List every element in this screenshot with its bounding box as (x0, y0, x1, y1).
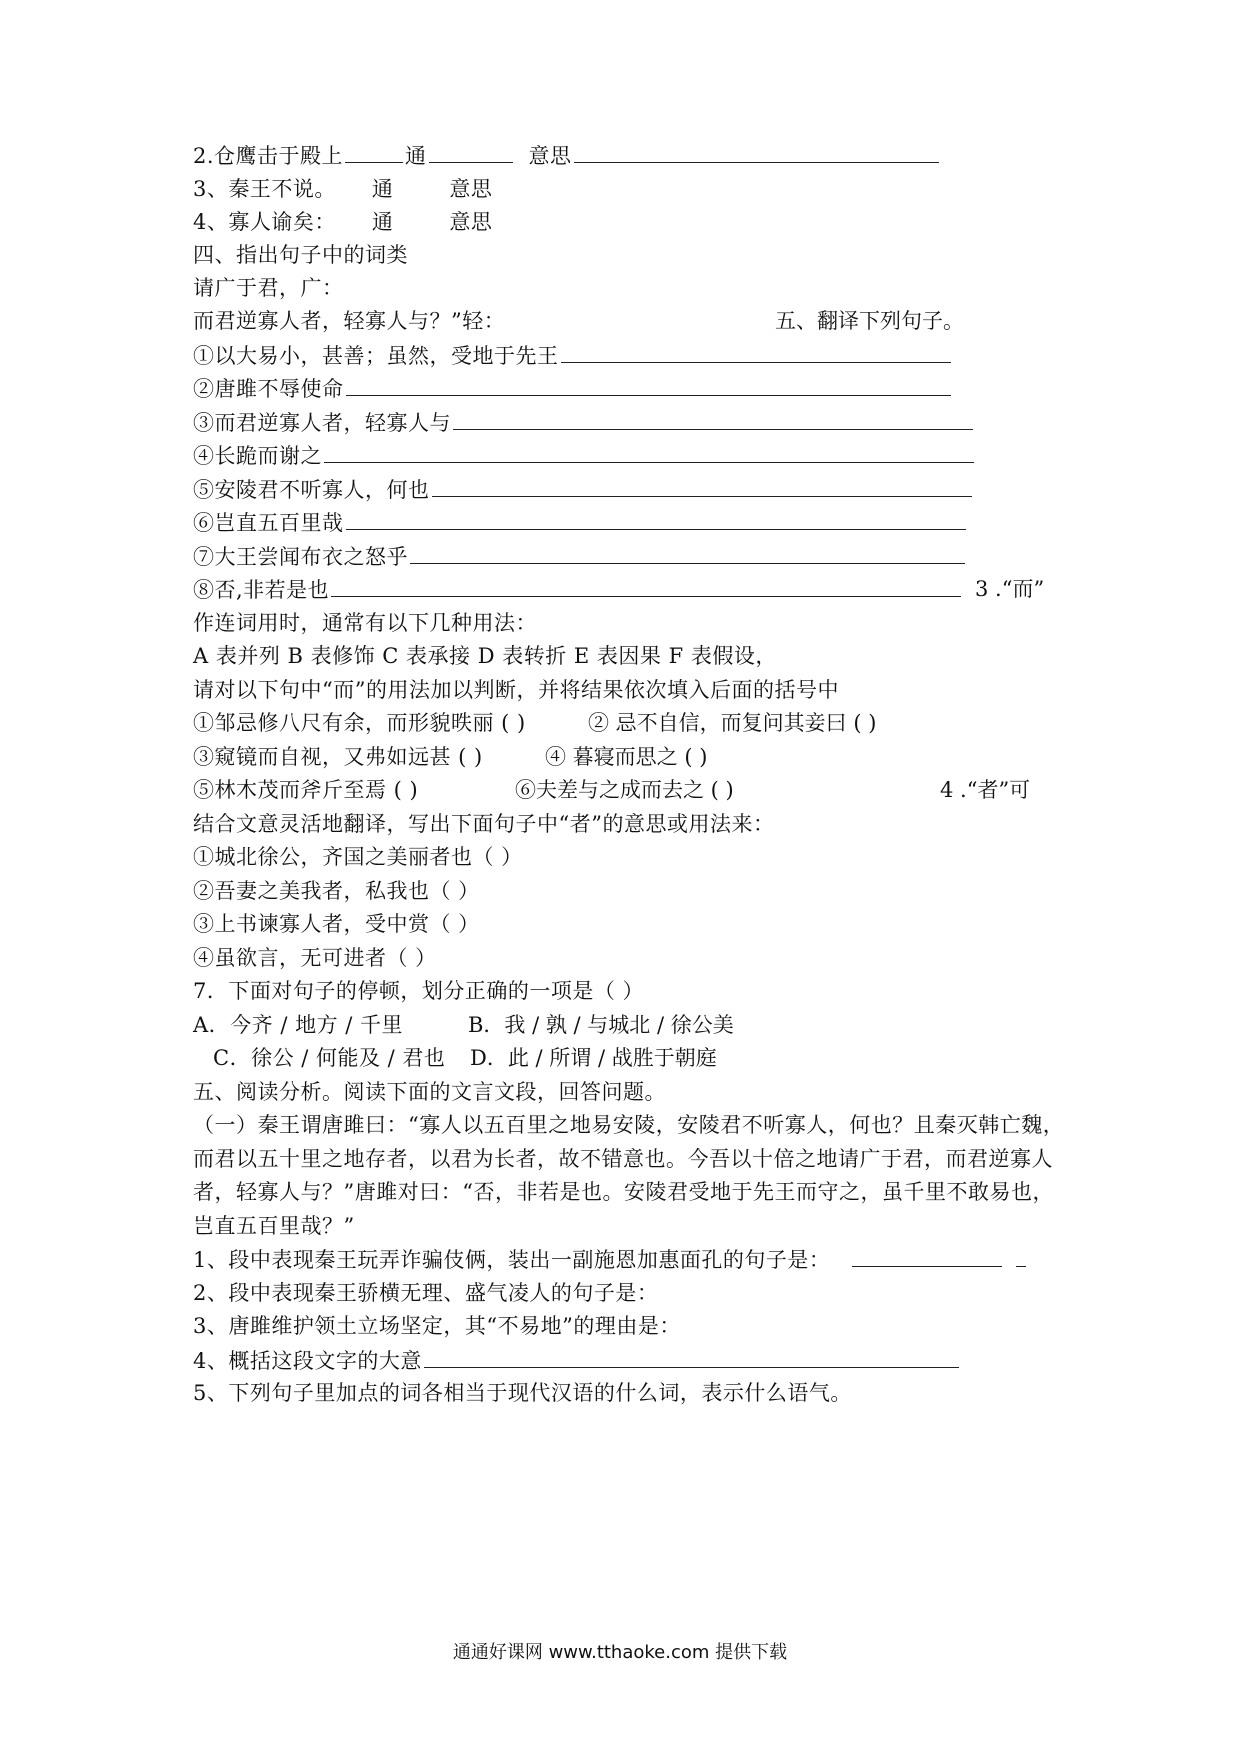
line-18a: ①邹忌修八尺有余，而形貌昳丽 ( ) (193, 711, 526, 735)
question-7: 7．下面对句子的停顿，划分正确的一项是（ ） (193, 979, 645, 1003)
translate-5: ⑤安陵君不听寡人，何也 (193, 474, 974, 505)
blank (453, 407, 973, 430)
line-1: 2.仓鹰击于殿上 通 意思 (193, 140, 941, 171)
line-23: ②吾妻之美我者，私我也（ ） (193, 879, 480, 903)
line-18b: ② 忌不自信，而复问其妾曰 ( ) (588, 711, 877, 735)
line-3: 4、寡人谕矣： 通 意思 (193, 210, 493, 234)
option-a: A．今齐 / 地方 / 千里 (193, 1013, 404, 1037)
reading-q3: 3、唐雎维护领土立场坚定，其“不易地”的理由是： (193, 1314, 681, 1338)
line-2: 3、秦王不说。 通 意思 (193, 177, 493, 201)
blank (410, 541, 965, 564)
question-4-label: 4 .“者”可 (940, 778, 1031, 802)
translate-3: ③而君逆寡人者，轻寡人与 (193, 407, 975, 438)
line-25: ④虽欲言，无可进者（ ） (193, 946, 437, 970)
blank (429, 140, 513, 163)
option-d: D．此 / 所谓 / 战胜于朝庭 (470, 1046, 717, 1070)
line-19a: ③窥镜而自视，又弗如远甚 ( ) (193, 745, 483, 769)
line-17: 请对以下句中“而”的用法加以判断，并将结果依次填入后面的括号中 (193, 678, 839, 702)
footer-credit: 通通好课网 www.tthaoke.com 提供下载 (452, 1642, 788, 1663)
line-19b: ④ 暮寝而思之 ( ) (545, 745, 708, 769)
option-b: B．我 / 孰 / 与城北 / 徐公美 (468, 1013, 734, 1037)
line-5: 请广于君，广： (193, 276, 344, 300)
reading-q5: 5、下列句子里加点的词各相当于现代汉语的什么词，表示什么语气。 (193, 1381, 852, 1405)
blank (346, 373, 951, 396)
line-15: 作连词用时，通常有以下几种用法： (193, 611, 537, 635)
blank (561, 340, 951, 363)
translate-8: ⑧否,非若是也 (193, 574, 963, 605)
section-4-heading: 四、指出句子中的词类 (193, 243, 408, 267)
blank (324, 440, 974, 463)
line-20b: ⑥夫差与之成而去之 ( ) (515, 778, 734, 802)
blank (852, 1244, 1002, 1267)
option-c: C．徐公 / 何能及 / 君也 (213, 1046, 446, 1070)
question-3-label: 3 .“而” (975, 577, 1045, 601)
reading-q1: 1、段中表现秦王玩弄诈骗伎俩，装出一副施恩加惠面孔的句子是： (193, 1244, 1028, 1275)
section-reading-heading: 五、阅读分析。阅读下面的文言文段，回答问题。 (193, 1080, 666, 1104)
passage-line-1: （一）秦王谓唐雎曰：“寡人以五百里之地易安陵，安陵君不听寡人，何也？且秦灭韩亡魏， (193, 1113, 1065, 1137)
line-16: A 表并列 B 表修饰 C 表承接 D 表转折 E 表因果 F 表假设， (193, 644, 777, 668)
blank (1016, 1244, 1026, 1267)
translate-7: ⑦大王尝闻布衣之怒乎 (193, 541, 967, 572)
line-24: ③上书谏寡人者，受中赏（ ） (193, 912, 480, 936)
passage-line-3: 者，轻寡人与？”唐雎对曰：“否，非若是也。安陵君受地于先王而守之，虽千里不敢易也， (193, 1180, 1054, 1204)
blank (345, 140, 403, 163)
translate-6: ⑥岂直五百里哉 (193, 507, 968, 538)
translate-4: ④长跪而谢之 (193, 440, 976, 471)
blank (346, 507, 966, 530)
section-5-heading: 五、翻译下列句子。 (775, 309, 964, 333)
blank (424, 1345, 959, 1368)
passage-line-2: 而君以五十里之地存者，以君为长者，故不错意也。今吾以十倍之地请广于君，而君逆寡人 (193, 1147, 1053, 1171)
passage-line-4: 岂直五百里哉？” (193, 1214, 355, 1238)
translate-1: ①以大易小，甚善；虽然，受地于先王 (193, 340, 953, 371)
line-22: ①城北徐公，齐国之美丽者也（ ） (193, 845, 523, 869)
reading-q2: 2、段中表现秦王骄横无理、盛气凌人的句子是： (193, 1281, 659, 1305)
blank (331, 574, 961, 597)
line-20a: ⑤林木茂而斧斤至焉 ( ) (193, 778, 419, 802)
blank (432, 474, 972, 497)
line-6: 而君逆寡人者，轻寡人与？”轻： (193, 309, 506, 333)
blank (574, 140, 939, 163)
translate-2: ②唐雎不辱使命 (193, 373, 953, 404)
line-21: 结合文意灵活地翻译，写出下面句子中“者”的意思或用法来： (193, 812, 775, 836)
reading-q4: 4、概括这段文字的大意 (193, 1345, 961, 1376)
